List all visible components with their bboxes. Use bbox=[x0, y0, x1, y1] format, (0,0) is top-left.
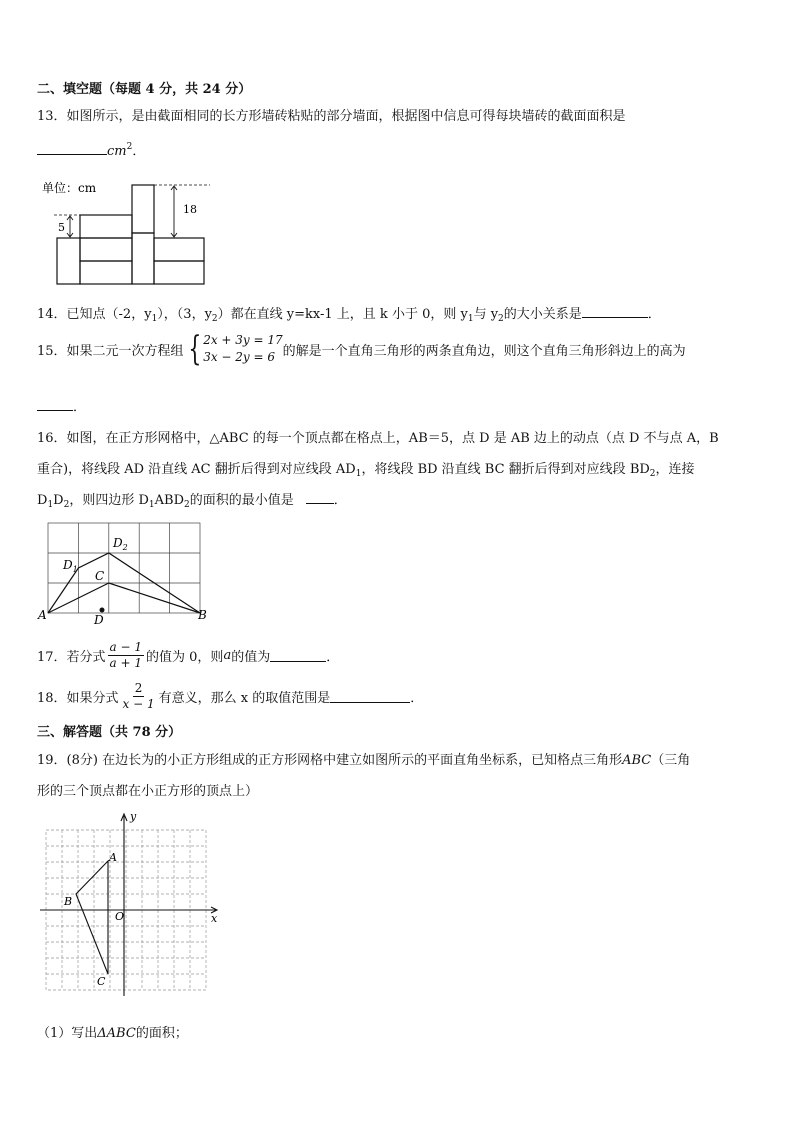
q19-sub1-var: ΔABC bbox=[97, 1026, 136, 1041]
q16-label-d2: $D_2$ bbox=[113, 536, 128, 552]
q19-line1-a: 19．(8分) 在边长为的小正方形组成的正方形网格中建立如图所示的平面直角坐标系，已知格点三角形 bbox=[37, 753, 623, 768]
q17-mid: 的值为 0，则 bbox=[146, 650, 224, 665]
q18-fraction bbox=[121, 681, 157, 712]
q19-label-y: y bbox=[130, 810, 137, 823]
q18-suffix: 有意义，那么 x 的取值范围是 bbox=[158, 691, 331, 706]
q16-label-d1: $D_1$ bbox=[63, 558, 78, 574]
q15-eq2: 3x − 2y = 6 bbox=[203, 350, 276, 364]
q16-line2-c: ，连接 bbox=[655, 462, 695, 477]
q17-var: a bbox=[223, 648, 232, 663]
q16-line3-b: D bbox=[53, 493, 64, 508]
q18-numerator: 2 bbox=[134, 681, 143, 695]
q15-eq1: 2x + 3y = 17 bbox=[203, 333, 283, 347]
q17-suffix: 的值为 bbox=[231, 650, 271, 665]
q13-answer-line bbox=[37, 140, 145, 159]
q14-part5: 的大小关系是 bbox=[503, 307, 582, 322]
q13-text: 13．如图所示，是由截面相同的长方形墙砖粘贴的部分墙面，根据图中信息可得每块墙砖的截面面积是 bbox=[37, 109, 626, 124]
q14-sub2: 2 bbox=[211, 314, 218, 324]
q14-sub4: 2 bbox=[498, 314, 504, 324]
q14-sub1: 1 bbox=[151, 314, 158, 324]
q16-line3-a: D bbox=[37, 493, 48, 508]
q18-denominator: x − 1 bbox=[122, 697, 155, 711]
q16-label-d: D bbox=[94, 613, 104, 627]
q18-text bbox=[37, 681, 423, 712]
q14-sub3: 1 bbox=[467, 314, 474, 324]
q13-end: ． bbox=[132, 144, 146, 159]
q17-text bbox=[37, 640, 339, 671]
q13-figure bbox=[40, 178, 220, 288]
q16-line2 bbox=[37, 458, 695, 479]
q16-line3-s1: 1 bbox=[47, 500, 54, 510]
q19-subquestion-1 bbox=[37, 1022, 188, 1041]
q19-label-c: C bbox=[97, 975, 106, 988]
q14-part4: 与 y bbox=[473, 307, 499, 322]
q17-numerator: a − 1 bbox=[109, 640, 143, 654]
q13-label-5: 5 bbox=[58, 221, 65, 234]
q16-line3-s3: 1 bbox=[148, 500, 155, 510]
q19-label-o: O bbox=[115, 910, 125, 923]
q15-text bbox=[37, 329, 686, 369]
q16-label-b: B bbox=[198, 608, 207, 622]
q19-sub1-b: 的面积； bbox=[135, 1026, 188, 1041]
q18-end: ． bbox=[410, 691, 424, 706]
q15-blank bbox=[37, 398, 73, 411]
q13-unit: cm bbox=[107, 144, 127, 159]
q16-line3 bbox=[37, 489, 347, 510]
q14-text bbox=[37, 303, 661, 324]
q15-prefix: 15．如果二元一次方程组 bbox=[37, 343, 184, 359]
q13-unit-exp: 2 bbox=[126, 142, 133, 152]
q13-unit-label: 单位：cm bbox=[42, 181, 97, 195]
q15-end: ． bbox=[73, 400, 87, 415]
q13-label-18: 18 bbox=[183, 203, 197, 216]
q16-line2-a: 重合)，将线段 AD 沿直线 AC 翻折后得到对应线段 AD bbox=[37, 462, 356, 477]
q16-label-a: A bbox=[38, 608, 47, 622]
q16-line2-s2: 2 bbox=[649, 469, 656, 479]
q15-equation-system bbox=[184, 329, 283, 369]
q17-blank bbox=[270, 649, 326, 662]
q13-bricks bbox=[57, 185, 204, 284]
q17-fraction bbox=[108, 640, 144, 671]
q17-end: ． bbox=[326, 650, 340, 665]
q16-line1: 16．如图，在正方形网格中，△ABC 的每一个顶点都在格点上，AB＝5，点 D 是 AB 边上的动点（点 D 不与点 A，B bbox=[37, 431, 719, 446]
q15-suffix: 的解是一个直角三角形的两条直角边，则这个直角三角形斜边上的高为 bbox=[282, 343, 686, 359]
q16-point-d bbox=[100, 608, 105, 613]
q19-line1-var: ABC bbox=[622, 753, 652, 768]
q19-label-a: A bbox=[109, 851, 117, 864]
q16-figure bbox=[36, 518, 216, 630]
q18-prefix: 18．如果分式 bbox=[37, 691, 119, 706]
section-2-title: 二、填空题（每题 4 分，共 24 分） bbox=[37, 82, 252, 97]
section-3-title: 三、解答题（共 78 分） bbox=[37, 725, 182, 740]
q19-line1-b: （三角 bbox=[651, 753, 691, 768]
q16-line3-c: ，则四边形 D bbox=[69, 493, 149, 508]
q15-answer-line bbox=[37, 396, 86, 415]
q19-sub1-a: （1）写出 bbox=[37, 1026, 98, 1041]
q16-line3-d: ABD bbox=[154, 493, 185, 508]
q16-line3-e: 的面积的最小值是 bbox=[189, 493, 294, 508]
q16-end: ． bbox=[333, 493, 347, 508]
q17-denominator: a + 1 bbox=[109, 656, 143, 670]
q19-label-b: B bbox=[64, 895, 73, 908]
q14-end: ． bbox=[647, 307, 661, 322]
q16-label-c: C bbox=[95, 569, 105, 583]
q19-line2: 形的三个顶点都在小正方形的顶点上） bbox=[37, 784, 259, 799]
q17-prefix: 17．若分式 bbox=[37, 650, 106, 665]
q19-coordinate-figure bbox=[38, 810, 224, 1000]
q19-label-x: x bbox=[211, 912, 218, 925]
q16-line2-s1: 1 bbox=[355, 469, 362, 479]
q14-part2: ），（3，y bbox=[157, 307, 212, 322]
q16-blank bbox=[306, 491, 334, 504]
q19-line1 bbox=[37, 749, 690, 768]
q13-blank bbox=[37, 142, 107, 155]
q16-line2-b: ，将线段 BD 沿直线 BC 翻折后得到对应线段 BD bbox=[361, 462, 650, 477]
q15-brace: { bbox=[187, 329, 201, 369]
q18-blank bbox=[330, 690, 410, 703]
q16-line3-s2: 2 bbox=[63, 500, 70, 510]
q14-blank bbox=[582, 305, 648, 318]
q14-part1: 14．已知点（-2，y bbox=[37, 307, 152, 322]
q14-part3: ）都在直线 y=kx-1 上，且 k 小于 0，则 y bbox=[217, 307, 468, 322]
q16-line3-s4: 2 bbox=[184, 500, 190, 510]
